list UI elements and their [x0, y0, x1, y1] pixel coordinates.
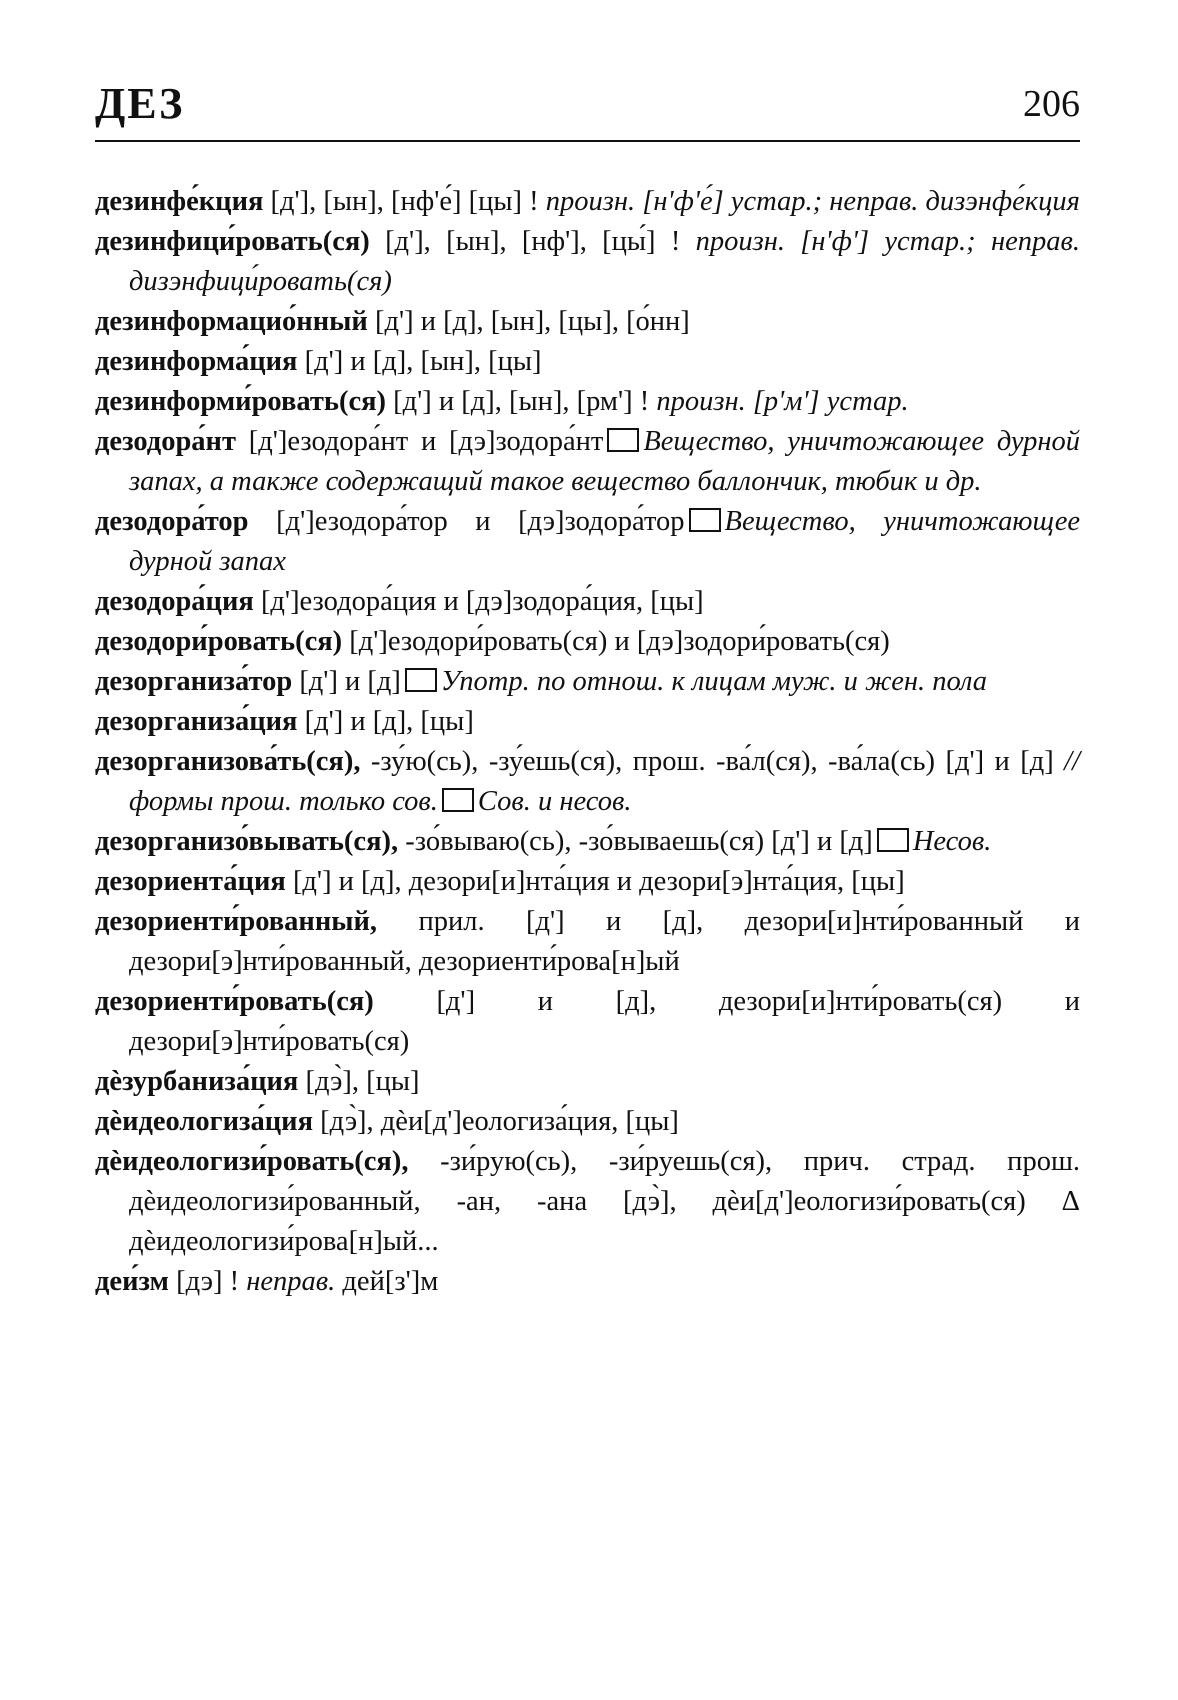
entry-pronunciation: [д'] и [д], [цы] — [304, 706, 474, 737]
running-head — [95, 70, 1080, 142]
dictionary-entry — [95, 622, 1080, 662]
entry-note: произн. [р'м'] устар. — [656, 386, 909, 417]
entry-note: произн. [н'ф'е́] устар.; неправ. дизэнфе́кция — [545, 186, 1080, 217]
entry-headword: дезорганизо́вывать(ся), — [95, 826, 399, 857]
entry-headword: дезодори́ровать(ся) — [95, 626, 343, 657]
entry-pronunciation: [д']езодора́тор и [дэ]зодора́тор — [276, 506, 685, 537]
entry-pronunciation: [д'] и [д] — [299, 666, 401, 697]
dictionary-entry — [95, 422, 1080, 502]
entry-extra: дей[з']м — [335, 1266, 439, 1297]
entry-note: Несов. — [912, 826, 992, 857]
entry-pronunciation: [д'] и [д], дезори[и]нта́ция и дезори[э]нта́ция, [цы] — [292, 866, 905, 897]
entry-pronunciation: [д'] и [д], дезори[и]нти́ровать(ся) и дезори[э]нти́ровать(ся) — [129, 986, 1080, 1057]
dictionary-entry — [95, 662, 1080, 702]
entry-headword: дезинформа́ция — [95, 346, 298, 377]
dictionary-entry — [95, 1102, 1080, 1142]
entry-pronunciation: [д'] и [д], [ын], [цы] — [304, 346, 542, 377]
entry-headword: дѐидеологиза́ция — [95, 1106, 313, 1137]
entry-pronunciation: [дэ̀], [цы] — [305, 1066, 420, 1097]
running-head-word: ДЕЗ — [95, 79, 185, 128]
entry-pronunciation: прил. [д'] и [д], дезори[и]нти́рованный и дезори[э]нти́рованный, дезориенти́рова[н]ый — [129, 906, 1081, 977]
entry-note: Употр. по отнош. к лицам муж. и жен. пола — [440, 666, 988, 697]
entry-pronunciation: [д'] и [д], [ын], [рм'] ! — [393, 386, 657, 417]
dictionary-entry — [95, 982, 1080, 1062]
entry-pronunciation: -зи́рую(сь), -зи́руешь(ся), прич. страд. прош. дѐидеологизи́рованный, -ан, -ана [дэ̀], дѐи[д']еологизи́ровать(ся) Δ дѐидеологизи́рова[н]ый... — [129, 1146, 1081, 1257]
entry-list — [95, 182, 1080, 1302]
dictionary-entry — [95, 742, 1080, 822]
entry-headword: дезодора́нт — [95, 426, 236, 457]
entry-headword: дезорганиза́ция — [95, 706, 298, 737]
entry-extra: Сов. и несов. — [477, 786, 632, 817]
dictionary-entry — [95, 302, 1080, 342]
entry-headword: дезодора́тор — [95, 506, 249, 537]
entry-headword: дезинфе́кция — [95, 186, 264, 217]
entry-pronunciation: [дэ] ! — [176, 1266, 247, 1297]
entry-headword: дезорганиза́тор — [95, 666, 293, 697]
dictionary-entry — [95, 902, 1080, 982]
dictionary-page — [95, 70, 1080, 1302]
definition-box-icon — [689, 508, 721, 532]
entry-pronunciation: -зу́ю(сь), -зу́ешь(ся), прош. -ва́л(ся), -ва́ла(сь) [д'] и [д] — [370, 746, 1065, 777]
dictionary-entry — [95, 382, 1080, 422]
definition-box-icon — [607, 428, 639, 452]
entry-headword: дезинформацио́нный — [95, 306, 368, 337]
entry-pronunciation: [д']езодора́ция и [дэ]зодора́ция, [цы] — [260, 586, 704, 617]
entry-pronunciation: -зо́вываю(сь), -зо́вываешь(ся) [д'] и [д] — [405, 826, 873, 857]
entry-headword: дезодора́ция — [95, 586, 254, 617]
entry-headword: дезинформи́ровать(ся) — [95, 386, 386, 417]
entry-headword: дѐидеологизи́ровать(ся), — [95, 1146, 409, 1177]
entry-headword: дѐзурбаниза́ция — [95, 1066, 299, 1097]
definition-box-icon — [442, 788, 474, 812]
entry-note: произн. [н'ф'] устар.; неправ. дизэнфици́ровать(ся) — [129, 226, 1080, 297]
entry-pronunciation: [дэ̀], дѐи[д']еологиза́ция, [цы] — [320, 1106, 679, 1137]
entry-headword: деи́зм — [95, 1266, 169, 1297]
entry-pronunciation: [д']езодора́нт и [дэ]зодора́нт — [248, 426, 604, 457]
entry-pronunciation: [д'], [ын], [нф'], [цы́] ! — [385, 226, 696, 257]
dictionary-entry — [95, 502, 1080, 582]
entry-headword: дезориенти́ровать(ся) — [95, 986, 374, 1017]
definition-box-icon — [877, 828, 909, 852]
dictionary-entry — [95, 182, 1080, 222]
entry-note: неправ. — [246, 1266, 336, 1297]
dictionary-entry — [95, 702, 1080, 742]
dictionary-entry — [95, 222, 1080, 302]
entry-headword: дезориенти́рованный, — [95, 906, 378, 937]
dictionary-entry — [95, 342, 1080, 382]
definition-box-icon — [405, 668, 437, 692]
entry-note: Вещество, уничтожающее дурной запах, а также содержащий такое вещество баллончик, тюбик и др. — [129, 426, 1081, 497]
dictionary-entry — [95, 1262, 1080, 1302]
entry-headword: дезорганизова́ть(ся), — [95, 746, 361, 777]
dictionary-entry — [95, 582, 1080, 622]
dictionary-entry — [95, 822, 1080, 862]
entry-pronunciation: [д'] и [д], [ын], [цы], [о́нн] — [374, 306, 690, 337]
dictionary-entry — [95, 1142, 1080, 1262]
entry-headword: дезинфици́ровать(ся) — [95, 226, 370, 257]
entry-note: // формы прош. только сов. — [129, 746, 1080, 817]
entry-headword: дезориента́ция — [95, 866, 286, 897]
dictionary-entry — [95, 1062, 1080, 1102]
dictionary-entry — [95, 862, 1080, 902]
page-number: 206 — [1023, 83, 1080, 125]
entry-pronunciation: [д'], [ын], [нф'е́] [цы] ! — [270, 186, 546, 217]
entry-note: Вещество, уничтожающее дурной запах — [129, 506, 1080, 577]
entry-pronunciation: [д']езодори́ровать(ся) и [дэ]зодори́ровать(ся) — [349, 626, 890, 657]
